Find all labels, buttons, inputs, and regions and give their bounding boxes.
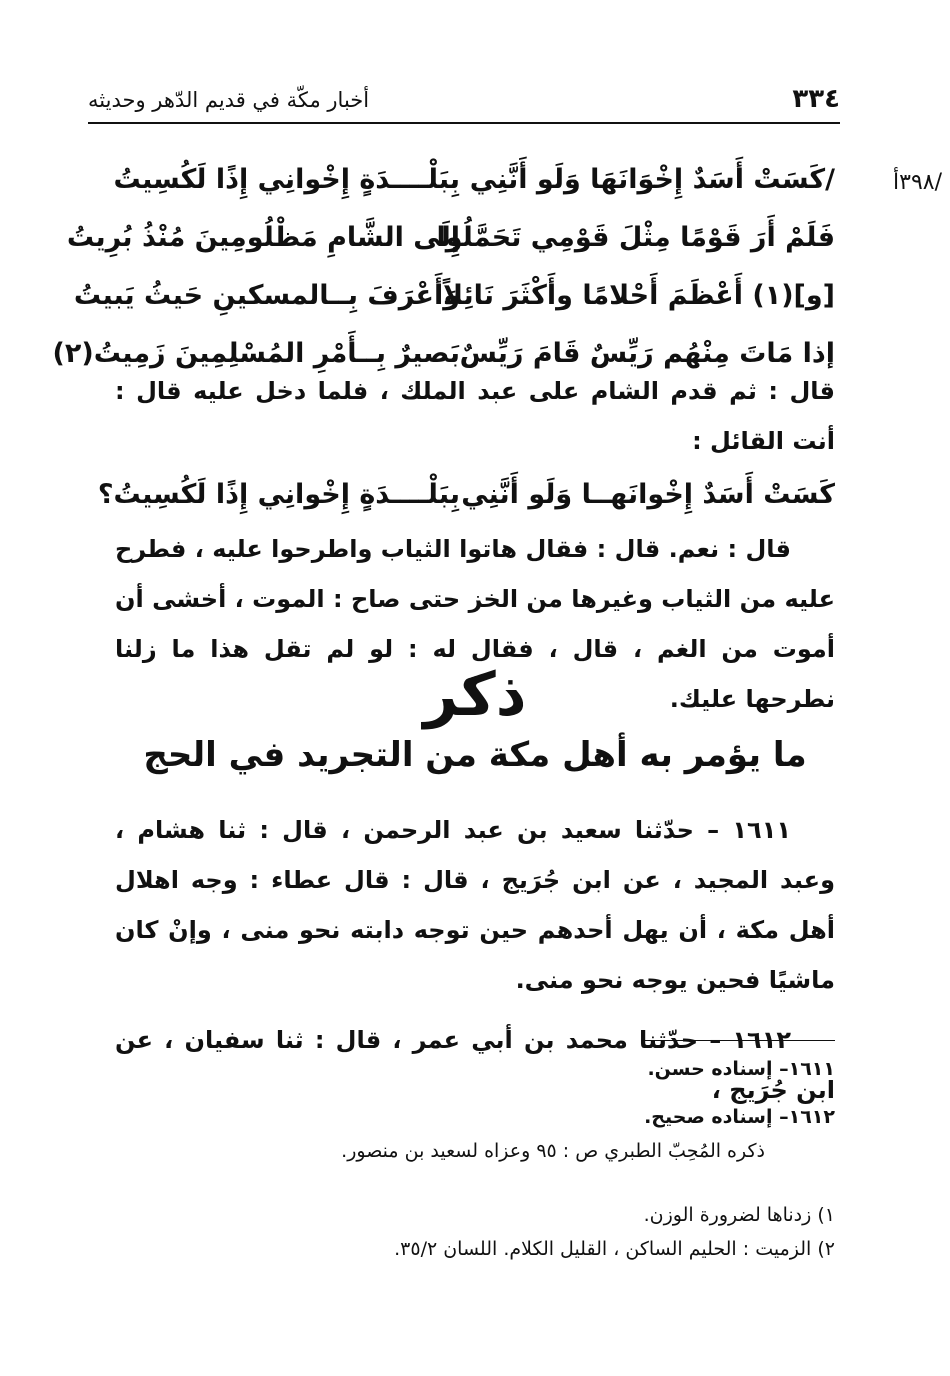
poem-verse (73, 266, 835, 324)
section-heading-word: ذكر (423, 660, 527, 730)
section-title: ما يؤمر به أهل مكة من التجريد في الحج (143, 735, 807, 775)
page-number: ٣٣٤ (792, 84, 840, 114)
verse-second-hemistich: وَأَعْرَفَ بِــالمسكينِ حَيثُ يَبيتُ (73, 279, 460, 311)
footnote-1611: ١٦١١– إسناده حسن. (647, 1058, 835, 1080)
footnote-separator (645, 1040, 835, 1041)
verse-second-hemistich: بِبَلْــــدَةٍ إِخْوانِي إِذًا لَكُسِيتُ (113, 163, 460, 195)
footnotes (115, 1052, 835, 1266)
verse-second-hemistich: إِلَى الشَّامِ مَظْلُومِينَ مُنْذُ بُرِيتُ (66, 221, 460, 253)
narrative-paragraph: قال : نعم. قال : فقال هاتوا الثياب واطرحوا عليه ، فطرح عليه من الثياب وغيرها من الخز حتى صاح : الموت ، أخشى أن أموت من الغم ، قال ، فقال له : لو لم تقل هذا ما زلنا نطرحها عليك. (115, 535, 835, 713)
poem-verse (66, 208, 835, 266)
poem-verse (115, 150, 835, 208)
footnote-2: ٢) الزميت : الحليم الساكن ، القليل الكلام. اللسان ٣٥/٢. (394, 1238, 835, 1260)
verse-first-hemistich: /كَسَتْ أَسَدٌ إِخْوَانَهَا وَلَو أَنَّنِي (469, 163, 835, 195)
page-header (88, 82, 840, 124)
verse-first-hemistich: فَلَمْ أَرَ قَوْمًا مِثْلَ قَوْمِي تَحَمَّلُوا (436, 221, 835, 253)
verse-first-hemistich: إذا مَاتَ مِنْهُم رَيِّسٌ قَامَ رَيِّسٌ (459, 337, 835, 369)
verse-second-hemistich: بَصيرٌ بِــأَمْرِ المُسْلِمِينَ زَمِيتُ(٢) (52, 337, 460, 369)
poem-block (52, 150, 835, 382)
footnote-1: ١) زدناها لضرورة الوزن. (643, 1204, 835, 1226)
hadith-paragraph: ١٦١١ – حدّثنا سعيد بن عبد الرحمن ، قال : ثنا هشام ، وعبد المجيد ، عن ابن جُرَيج ، قال : قال عطاء : وجه اهلال أهل مكة ، أن يهل أحدهم حين توجه دابته نحو منى ، وإنْ كان ماشيًا فحين يوجه نحو منى. (115, 816, 835, 994)
manuscript-folio-note: /٣٩٨أ (893, 170, 942, 195)
verse-first-hemistich: [و](١) أَعْظَمَ أَحْلامًا وأَكْثَرَ نَائِلاً (443, 279, 835, 311)
verse-second-hemistich: بِبَلْــــدَةٍ إِخْوانِي إِذًا لَكُسِيتُ؟ (97, 479, 460, 510)
hadith-paragraph: ١٦١٢ – حدّثنا محمد بن أبي عمر ، قال : ثنا سفيان ، عن ابن جُرَيج ، (115, 1026, 835, 1104)
footnote-1612: ١٦١٢– إسناده صحيح. (644, 1106, 835, 1128)
narrative-paragraph: قال : ثم قدم الشام على عبد الملك ، فلما دخل عليه قال : أنت القائل : (115, 377, 835, 455)
quoted-verse (97, 466, 835, 524)
running-title: أخبار مكّة في قديم الدّهر وحديثه (88, 88, 370, 112)
verse-first-hemistich: كَسَتْ أَسَدٌ إِخْوانَهــا وَلَو أَنَّنِي (461, 479, 835, 510)
footnote-1612-detail: ذكره المُحِبّ الطبري ص : ٩٥ وعزاه لسعيد بن منصور. (341, 1140, 765, 1162)
